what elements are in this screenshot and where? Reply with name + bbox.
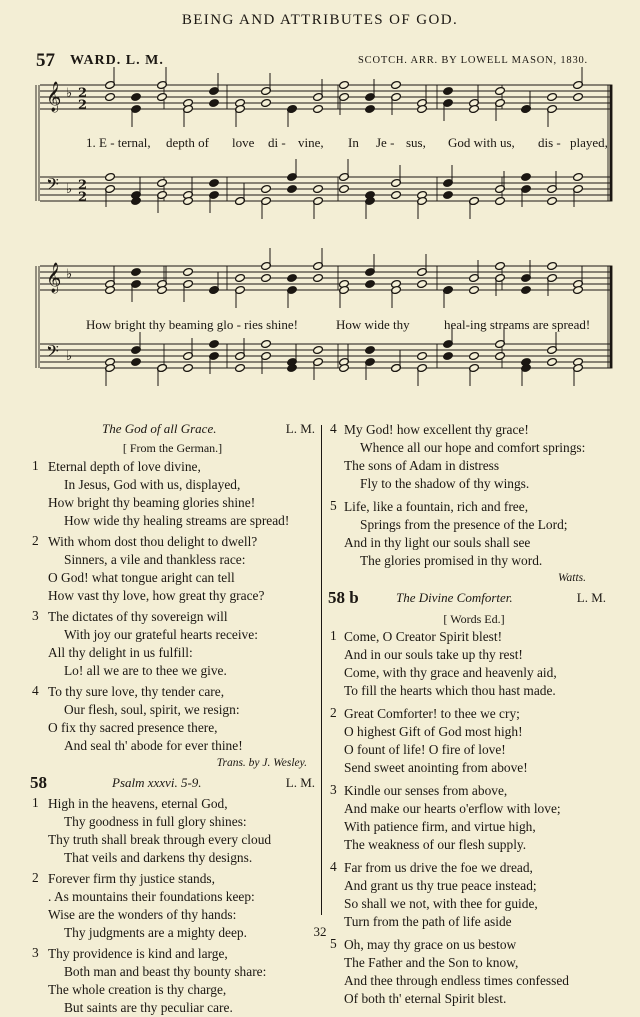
- verse-line: And seal th' abode for ever thine!: [64, 738, 243, 753]
- verse-line: And thee through endless times confessed: [344, 973, 569, 988]
- note-head: [547, 196, 558, 205]
- verse-line: Thy goodness in full glory shines:: [64, 814, 247, 829]
- verse-line: Our flesh, soul, spirit, we resign:: [64, 702, 240, 717]
- note-head: [209, 178, 220, 187]
- note-head: [209, 339, 220, 348]
- time-signature: 2: [78, 98, 88, 113]
- page-number: 32: [313, 924, 327, 939]
- final-bar: [610, 266, 612, 368]
- note-head: [157, 92, 168, 101]
- verse-line: With patience firm, and virtue high,: [344, 819, 536, 834]
- lyric-syllable: dis -: [538, 135, 561, 150]
- stanza: [30, 608, 315, 680]
- hymn-credit: Watts.: [557, 572, 586, 584]
- note-head: [495, 86, 506, 95]
- verse-line: Sinners, a vile and thankless race:: [64, 552, 246, 567]
- verse-line: O fix thy sacred presence there,: [48, 720, 218, 735]
- note-head: [469, 351, 480, 360]
- right-column: [328, 421, 610, 1008]
- verse-line: And in our souls take up thy rest!: [344, 647, 523, 662]
- verse-line: Fly to the shadow of thy wings.: [360, 476, 530, 491]
- verse-line: All thy delight in us fulfill:: [48, 645, 193, 660]
- note-head: [547, 261, 558, 270]
- lyric-syllable: di -: [268, 135, 286, 150]
- note-head: [495, 261, 506, 270]
- note-head: [157, 178, 168, 187]
- flat-sign-icon: ♭: [66, 267, 73, 282]
- verse-line: Both man and beast thy bounty share:: [64, 964, 267, 979]
- note-head: [365, 279, 376, 288]
- verse-line: The glories promised in thy word.: [360, 553, 543, 568]
- final-bar: [610, 85, 612, 201]
- hymn-number: 58 b: [328, 588, 359, 607]
- verse-line: Oh, may thy grace on us bestow: [344, 937, 517, 952]
- time-signature: 2: [78, 190, 88, 205]
- verse-line: How bright thy beaming glories shine!: [48, 495, 256, 510]
- page-header: BEING AND ATTRIBUTES OF GOD.: [181, 12, 459, 28]
- verse-line: The Father and the Son to know,: [344, 955, 519, 970]
- note-head: [287, 184, 298, 193]
- verse-line: The weakness of our flesh supply.: [344, 837, 527, 852]
- note-head: [391, 190, 402, 199]
- treble-clef-icon: 𝄞: [46, 82, 62, 112]
- note-head: [105, 92, 116, 101]
- stanza: [328, 859, 610, 931]
- note-head: [443, 351, 454, 360]
- verse-line: And grant us thy true peace instead;: [344, 878, 537, 893]
- note-head: [443, 190, 454, 199]
- note-head: [547, 92, 558, 101]
- note-head: [261, 273, 272, 282]
- stanza: [328, 782, 610, 854]
- stanza: [328, 628, 610, 700]
- stanza-number: 1: [32, 458, 39, 473]
- hymn-title: Psalm xxxvi. 5-9.: [112, 775, 202, 790]
- stanza: [30, 458, 315, 530]
- lyric-syllable: played,: [570, 135, 608, 150]
- note-head: [339, 184, 350, 193]
- verse-line: Great Comforter! to thee we cry;: [344, 706, 520, 721]
- hymn-heading: [30, 421, 315, 439]
- tune-source: SCOTCH. ARR. BY LOWELL MASON, 1830.: [358, 55, 588, 66]
- verse-line: Thy judgments are a mighty deep.: [64, 925, 247, 940]
- note-head: [261, 339, 272, 348]
- hymn-number: 58: [30, 773, 47, 792]
- note-head: [521, 285, 532, 294]
- verse-line: Life, like a fountain, rich and free,: [344, 499, 529, 514]
- verse-line: Of both th' eternal Spirit blest.: [344, 991, 507, 1006]
- verse-line: And in thy light our souls shall see: [344, 535, 531, 550]
- lyric-phrase: heal-ing streams are spread!: [444, 317, 591, 332]
- stanza: [30, 795, 315, 867]
- note-head: [131, 267, 142, 276]
- note-head: [417, 351, 428, 360]
- treble-clef-icon: 𝄞: [46, 263, 62, 293]
- verse-line: O fount of life! O fire of love!: [344, 742, 506, 757]
- note-head: [261, 98, 272, 107]
- stanza: [328, 421, 610, 493]
- note-head: [547, 357, 558, 366]
- verse-line: Wise are the wonders of thy hands:: [48, 907, 237, 922]
- hymn-meter: L. M.: [285, 421, 315, 436]
- tune-number: 57: [36, 50, 55, 71]
- note-head: [105, 172, 116, 181]
- flat-sign-icon: ♭: [66, 86, 73, 101]
- verse-line: . As mountains their foundations keep:: [48, 889, 255, 904]
- stanza-number: 3: [32, 608, 39, 623]
- verse-line: With joy our grateful hearts receive:: [64, 627, 258, 642]
- note-head: [131, 357, 142, 366]
- time-signature: 2: [78, 86, 88, 101]
- stanza-number: 4: [330, 421, 337, 436]
- stanza-number: 5: [330, 498, 337, 513]
- stanza: [30, 945, 315, 1017]
- note-head: [495, 196, 506, 205]
- lyric-phrase: How wide thy: [336, 317, 410, 332]
- stanza-number: 2: [330, 705, 337, 720]
- note-head: [313, 345, 324, 354]
- note-head: [313, 273, 324, 282]
- note-head: [313, 104, 324, 113]
- flat-sign-icon: ♭: [66, 349, 73, 364]
- verse-line: But saints are thy peculiar care.: [64, 1000, 233, 1015]
- note-head: [339, 80, 350, 89]
- verse-line: Come, with thy grace and heavenly aid,: [344, 665, 557, 680]
- verse-line: Forever firm thy justice stands,: [48, 871, 215, 886]
- verse-line: The dictates of thy sovereign will: [48, 609, 228, 624]
- verse-line: To fill the hearts which thou hast made.: [344, 683, 556, 698]
- stanza-number: 5: [330, 936, 337, 951]
- hymn-title: The God of all Grace.: [102, 421, 217, 436]
- verse-line: With whom dost thou delight to dwell?: [48, 534, 258, 549]
- lyric-syllable: vine,: [298, 135, 324, 150]
- stanza-number: 3: [32, 945, 39, 960]
- stanza-number: 4: [330, 859, 337, 874]
- verse-line: And make our hearts o'erflow with love;: [344, 801, 561, 816]
- tune-name: WARD. L. M.: [70, 53, 164, 68]
- verse-line: The sons of Adam in distress: [344, 458, 500, 473]
- verse-line: High in the heavens, eternal God,: [48, 796, 228, 811]
- verse-line: How vast thy love, how great thy grace?: [48, 588, 265, 603]
- hymn-credit: Trans. by J. Wesley.: [216, 757, 307, 769]
- hymn-heading: [328, 588, 610, 610]
- verse-line: My God! how excellent thy grace!: [344, 422, 529, 437]
- flat-sign-icon: ♭: [66, 182, 73, 197]
- lyric-phrase: How bright thy beaming glo - ries shine!: [86, 317, 298, 332]
- verse-line: O highest Gift of God most high!: [344, 724, 523, 739]
- verse-line: Lo! all we are to thee we give.: [64, 663, 227, 678]
- stanza: [30, 533, 315, 605]
- stanza-number: 4: [32, 683, 39, 698]
- verse-line: Come, O Creator Spirit blest!: [344, 629, 503, 644]
- stanza: [328, 936, 610, 1008]
- verse-line: O God! what tongue aright can tell: [48, 570, 235, 585]
- verse-line: The whole creation is thy charge,: [48, 982, 227, 997]
- lyric-syllable: depth of: [166, 135, 209, 150]
- verse-line: Thy providence is kind and large,: [48, 946, 228, 961]
- note-head: [469, 285, 480, 294]
- note-head: [365, 345, 376, 354]
- verse-line: Eternal depth of love divine,: [48, 459, 201, 474]
- hymn-meter: L. M.: [576, 590, 606, 605]
- note-head: [261, 184, 272, 193]
- lyric-syllable: In: [348, 135, 359, 150]
- stanza-number: 2: [32, 870, 39, 885]
- time-signature: 2: [78, 178, 88, 193]
- verse-line: Whence all our hope and comfort springs:: [360, 440, 586, 455]
- verse-line: How wide thy healing streams are spread!: [64, 513, 290, 528]
- bass-clef-icon: 𝄢: [46, 174, 59, 198]
- lyric-syllable: sus,: [406, 135, 426, 150]
- music-score: [0, 0, 640, 400]
- note-head: [313, 184, 324, 193]
- hymn-meter: L. M.: [285, 775, 315, 790]
- note-head: [183, 363, 194, 372]
- stanza: [328, 498, 610, 570]
- lyric-syllable: Je -: [376, 135, 395, 150]
- note-head: [521, 172, 532, 181]
- verse-line: That veils and darkens thy designs.: [64, 850, 253, 865]
- lyric-syllable: love: [232, 135, 255, 150]
- verse-line: In Jesus, God with us, displayed,: [64, 477, 241, 492]
- stanza-number: 1: [330, 628, 337, 643]
- hymn-heading: [30, 773, 315, 795]
- note-head: [235, 273, 246, 282]
- note-head: [365, 104, 376, 113]
- note-head: [287, 273, 298, 282]
- note-head: [573, 172, 584, 181]
- note-head: [131, 92, 142, 101]
- hymn-source: [ Words Ed.]: [443, 612, 505, 626]
- stanza-number: 2: [32, 533, 39, 548]
- note-head: [443, 86, 454, 95]
- note-head: [573, 92, 584, 101]
- column-divider: [321, 425, 322, 915]
- verse-line: Send sweet anointing from above!: [344, 760, 528, 775]
- stanza: [30, 683, 315, 755]
- verse-line: Thy truth shall break through every cloud: [48, 832, 272, 847]
- stanza-number: 3: [330, 782, 337, 797]
- note-head: [417, 279, 428, 288]
- note-head: [183, 267, 194, 276]
- verse-line: Springs from the presence of the Lord;: [360, 517, 568, 532]
- stanza-number: 1: [32, 795, 39, 810]
- lyric-syllable: 1. E - ternal,: [86, 135, 151, 150]
- verse-line: Kindle our senses from above,: [344, 783, 508, 798]
- verse-line: Turn from the path of life aside: [344, 914, 512, 929]
- verse-line: To thy sure love, thy tender care,: [48, 684, 225, 699]
- note-head: [235, 363, 246, 372]
- note-head: [391, 80, 402, 89]
- lyric-syllable: God with us,: [448, 135, 515, 150]
- verse-line: So shall we not, with thee for guide,: [344, 896, 538, 911]
- note-head: [209, 98, 220, 107]
- hymn-source: [ From the German.]: [122, 441, 223, 455]
- verse-line: Far from us drive the foe we dread,: [344, 860, 533, 875]
- stanza: [328, 705, 610, 777]
- hymn-title: The Divine Comforter.: [396, 590, 513, 605]
- note-head: [495, 351, 506, 360]
- bass-clef-icon: 𝄢: [46, 341, 59, 365]
